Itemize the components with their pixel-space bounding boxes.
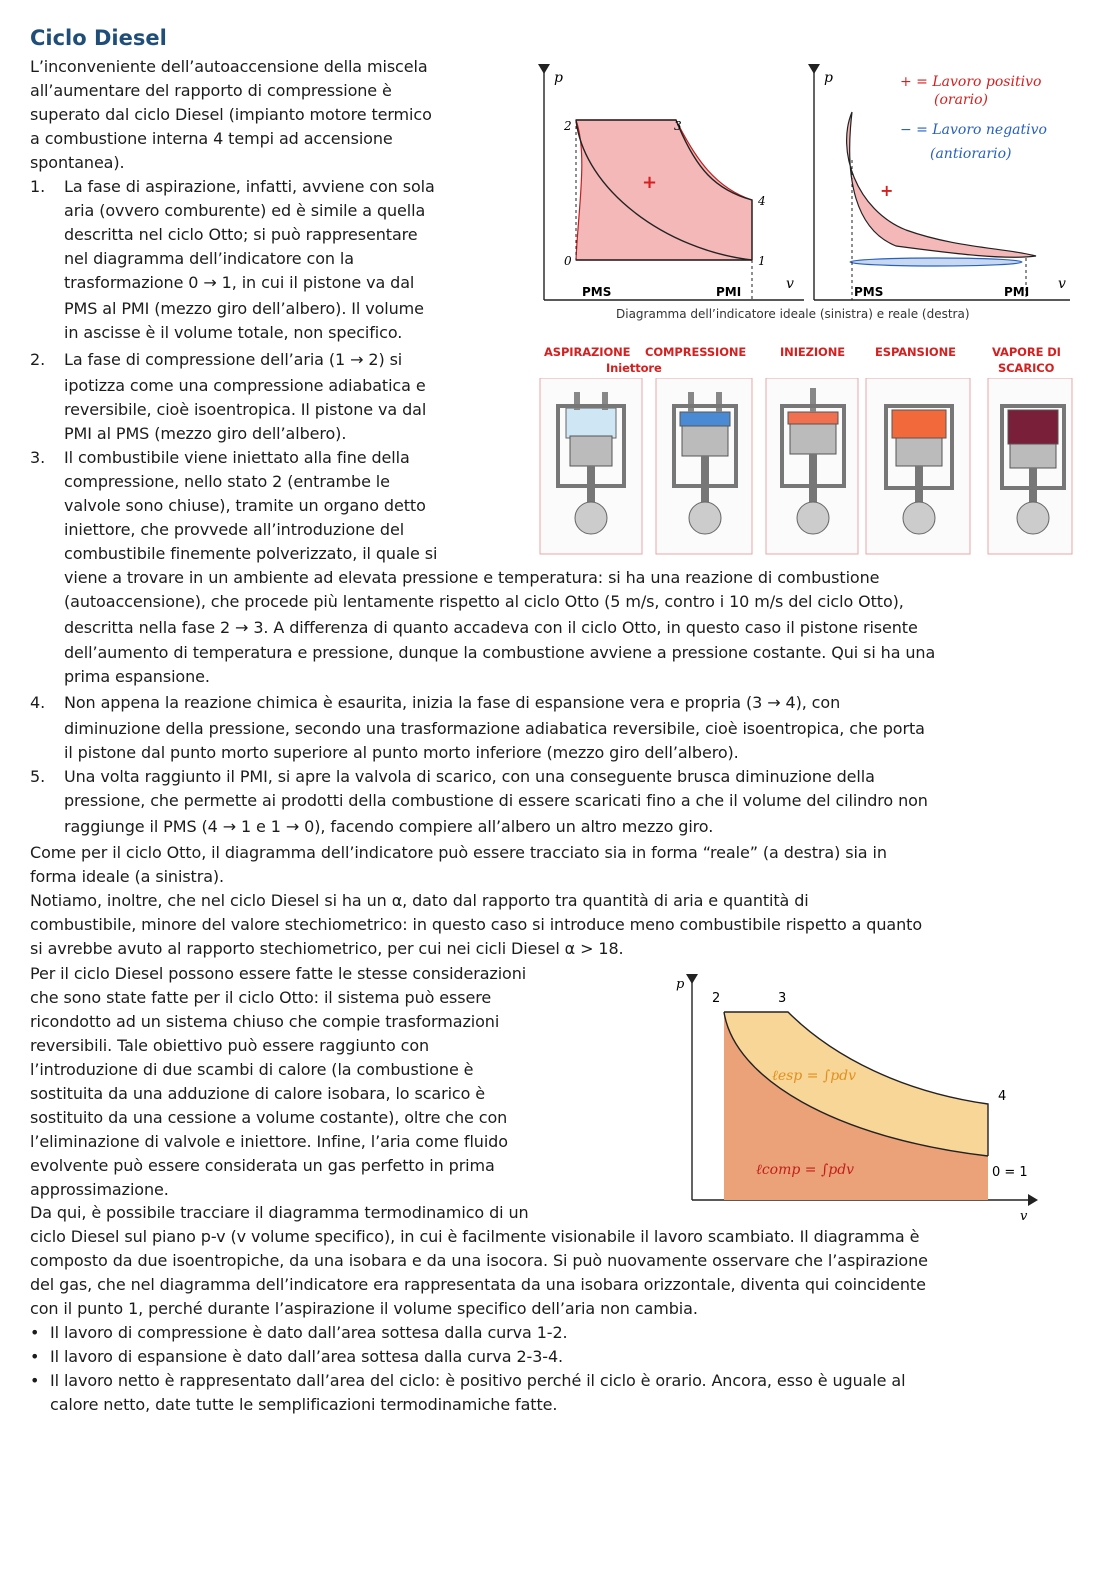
paragraph-line: sostituito da una cessione a volume costante), oltre che con xyxy=(30,1108,508,1127)
list-number: 4. xyxy=(30,693,46,712)
point-4-label: 4 xyxy=(998,1089,1007,1104)
compression-work-label: ℓcomp = ∫pdv xyxy=(756,1162,855,1178)
list-item-line: aria (ovvero comburente) ed è simile a quella xyxy=(64,201,426,220)
point-4-label: 4 xyxy=(758,194,766,208)
y-axis-arrow xyxy=(808,64,820,74)
engine-phases-figure xyxy=(536,344,1076,556)
list-item-line: nel diagramma dell’indicatore con la xyxy=(64,249,354,268)
list-number: 5. xyxy=(30,767,46,786)
paragraph-line: approssimazione. xyxy=(30,1180,169,1199)
list-item-line: trasformazione 0 → 1, in cui il pistone va dal xyxy=(64,273,415,292)
bullet-dot: • xyxy=(30,1347,40,1366)
list-item-line: PMS al PMI (mezzo giro dell’albero). Il volume xyxy=(64,299,424,318)
v-axis-label: v xyxy=(1058,276,1066,292)
list-item-line: valvole sono chiuse), tramite un organo detto xyxy=(64,496,426,515)
page-title: Ciclo Diesel xyxy=(30,26,167,50)
paragraph-line: sostituita da una adduzione di calore isobara, lo scarico è xyxy=(30,1084,486,1103)
point-01-label: 0 = 1 xyxy=(992,1165,1028,1180)
paragraph-line: Da qui, è possibile tracciare il diagramma termodinamico di un xyxy=(30,1203,529,1222)
injector-label: Iniettore xyxy=(606,361,662,375)
list-item-line: compressione, nello stato 2 (entrambe le xyxy=(64,472,390,491)
pv-diagram-figure xyxy=(664,968,1044,1224)
bullet-line: Il lavoro di espansione è dato dall’area sottesa dalla curva 2-3-4. xyxy=(50,1347,564,1366)
list-number: 2. xyxy=(30,350,46,369)
paragraph-line: combustibile, minore del valore stechiometrico: in questo caso si introduce meno combustibile rispetto a quanto xyxy=(30,915,923,934)
paragraph-line: l’introduzione di due scambi di calore (la combustione è xyxy=(30,1060,474,1079)
point-2-label: 2 xyxy=(564,119,572,133)
p-axis-label: p xyxy=(676,977,685,992)
paragraph-line: ricondotto ad un sistema chiuso che compie trasformazioni xyxy=(30,1012,500,1031)
intro-line: superato dal ciclo Diesel (impianto motore termico xyxy=(30,105,432,124)
paragraph-line: si avrebbe avuto al rapporto stechiometrico, per cui nei cicli Diesel α > 18. xyxy=(30,939,624,958)
expansion-work-label: ℓesp = ∫pdv xyxy=(772,1068,857,1084)
list-number: 1. xyxy=(30,177,46,196)
paragraph-line: composto da due isoentropiche, da una isobara e da una isocora. Si può nuovamente osservare che l’aspirazione xyxy=(30,1251,928,1270)
plus-sign: + xyxy=(642,172,658,193)
list-item-line: prima espansione. xyxy=(64,667,210,686)
p-axis-label: p xyxy=(554,70,563,86)
paragraph-line: che sono state fatte per il ciclo Otto: il sistema può essere xyxy=(30,988,492,1007)
list-item-line: dell’aumento di temperatura e pressione, dunque la combustione avviene a pressione costante. Qui si ha una xyxy=(64,643,936,662)
bullet-dot: • xyxy=(30,1323,40,1342)
negative-loop xyxy=(850,258,1022,266)
point-1-label: 1 xyxy=(758,254,766,268)
point-3-label: 3 xyxy=(674,119,682,133)
indicator-diagram-figure xyxy=(536,60,1076,330)
point-2-label: 2 xyxy=(712,991,721,1006)
list-item-line: reversibile, cioè isoentropica. Il pistone va dal xyxy=(64,400,427,419)
bullet-dot: • xyxy=(30,1371,40,1390)
paragraph-line: Notiamo, inoltre, che nel ciclo Diesel si ha un α, dato dal rapporto tra quantità di aria e quantità di xyxy=(30,891,809,910)
list-item-line: (autoaccensione), che procede più lentamente rispetto al ciclo Otto (5 m/s, contro i 10 m/s del ciclo Otto), xyxy=(64,592,904,611)
list-item-line: pressione, che permette ai prodotti della combustione di essere scaricati fino a che il volume del cilindro non xyxy=(64,791,928,810)
intro-line: spontanea). xyxy=(30,153,125,172)
phase-label: COMPRESSIONE xyxy=(645,345,747,359)
phase-label: VAPORE DI xyxy=(992,345,1061,359)
list-number: 3. xyxy=(30,448,46,467)
y-axis-arrow xyxy=(686,974,698,984)
list-item-line: diminuzione della pressione, secondo una trasformazione adiabatica reversibile, cioè isoentropica, che porta xyxy=(64,719,925,738)
x-axis-arrow xyxy=(1028,1194,1038,1206)
phase-label: ESPANSIONE xyxy=(875,345,956,359)
paragraph-line: reversibili. Tale obiettivo può essere raggiunto con xyxy=(30,1036,430,1055)
bullet-line: Il lavoro netto è rappresentato dall’area del ciclo: è positivo perché il ciclo è orario. Ancora, esso è uguale al xyxy=(50,1371,906,1390)
bullet-line: calore netto, date tutte le semplificazioni termodinamiche fatte. xyxy=(50,1395,558,1414)
paragraph-line: evolvente può essere considerata un gas perfetto in prima xyxy=(30,1156,495,1175)
list-item-line: ipotizza come una compressione adiabatica e xyxy=(64,376,426,395)
phase-label: ASPIRAZIONE xyxy=(544,345,631,359)
phase-label: SCARICO xyxy=(998,361,1055,375)
list-item-line: PMI al PMS (mezzo giro dell’albero). xyxy=(64,424,347,443)
paragraph-line: l’eliminazione di valvole e iniettore. Infine, l’aria come fluido xyxy=(30,1132,508,1151)
intro-line: all’aumentare del rapporto di compressione è xyxy=(30,81,392,100)
pms-label: PMS xyxy=(582,285,612,299)
legend-positive-note: (orario) xyxy=(934,92,988,108)
point-0-label: 0 xyxy=(564,254,572,268)
figure-caption: Diagramma dell’indicatore ideale (sinistra) e reale (destra) xyxy=(616,307,970,321)
list-item-line: combustibile finemente polverizzato, il quale si xyxy=(64,544,438,563)
engine-illustrations xyxy=(536,378,1076,556)
paragraph-line: Come per il ciclo Otto, il diagramma dell’indicatore può essere tracciato sia in forma “reale” (a destra) sia in xyxy=(30,843,887,862)
list-item-line: raggiunge il PMS (4 → 1 e 1 → 0), facendo compiere all’albero un altro mezzo giro. xyxy=(64,817,714,836)
paragraph-line: del gas, che nel diagramma dell’indicatore era rappresentata da una isobara orizzontale, diventa qui coincidente xyxy=(30,1275,926,1294)
cycle-area xyxy=(576,120,752,260)
engine-injection xyxy=(766,378,858,554)
real-indicator-diagram xyxy=(808,64,1070,300)
engine-intake xyxy=(540,378,642,554)
bullet-line: Il lavoro di compressione è dato dall’area sottesa dalla curva 1-2. xyxy=(50,1323,568,1342)
engine-exhaust xyxy=(988,378,1072,554)
ideal-indicator-diagram xyxy=(538,64,804,300)
y-axis-arrow xyxy=(538,64,550,74)
list-item-line: Il combustibile viene iniettato alla fine della xyxy=(64,448,410,467)
list-item-line: iniettore, che provvede all’introduzione del xyxy=(64,520,405,539)
v-axis-label: v xyxy=(1020,1209,1028,1224)
legend-positive: + = Lavoro positivo xyxy=(900,74,1042,90)
pmi-label: PMI xyxy=(716,285,742,299)
paragraph-line: Per il ciclo Diesel possono essere fatte le stesse considerazioni xyxy=(30,964,527,983)
legend-negative-note: (antiorario) xyxy=(930,146,1012,162)
list-item-line: Non appena la reazione chimica è esaurita, inizia la fase di espansione vera e propria (3 → 4), con xyxy=(64,693,841,712)
list-item-line: viene a trovare in un ambiente ad elevata pressione e temperatura: si ha una reazione di combustione xyxy=(64,568,880,587)
intro-line: a combustione interna 4 tempi ad accensione xyxy=(30,129,393,148)
list-item-line: descritta nel ciclo Otto; si può rappresentare xyxy=(64,225,418,244)
engine-compression xyxy=(656,378,752,554)
pms-label: PMS xyxy=(854,285,884,299)
v-axis-label: v xyxy=(786,276,794,292)
list-item-line: La fase di compressione dell’aria (1 → 2) si xyxy=(64,350,403,369)
list-item-line: descritta nella fase 2 → 3. A differenza di quanto accadeva con il ciclo Otto, in questo caso il pistone risente xyxy=(64,618,918,637)
list-item-line: in ascisse è il volume totale, non specifico. xyxy=(64,323,403,342)
paragraph-line: forma ideale (a sinistra). xyxy=(30,867,225,886)
list-item-line: il pistone dal punto morto superiore al punto morto inferiore (mezzo giro dell’albero). xyxy=(64,743,739,762)
phase-label: INIEZIONE xyxy=(780,345,846,359)
point-3-label: 3 xyxy=(778,991,787,1006)
engine-expansion xyxy=(866,378,970,554)
paragraph-line: con il punto 1, perché durante l’aspirazione il volume specifico dell’aria non cambia. xyxy=(30,1299,698,1318)
list-item-line: La fase di aspirazione, infatti, avviene con sola xyxy=(64,177,435,196)
plus-sign: + xyxy=(880,181,894,200)
pmi-label: PMI xyxy=(1004,285,1030,299)
legend-negative: − = Lavoro negativo xyxy=(900,122,1047,138)
p-axis-label: p xyxy=(824,70,833,86)
list-item-line: Una volta raggiunto il PMI, si apre la valvola di scarico, con una conseguente brusca diminuzione della xyxy=(64,767,875,786)
intro-line: L’inconveniente dell’autoaccensione della miscela xyxy=(30,57,428,76)
paragraph-line: ciclo Diesel sul piano p-v (v volume specifico), in cui è facilmente visionabile il lavoro scambiato. Il diagramma è xyxy=(30,1227,920,1246)
